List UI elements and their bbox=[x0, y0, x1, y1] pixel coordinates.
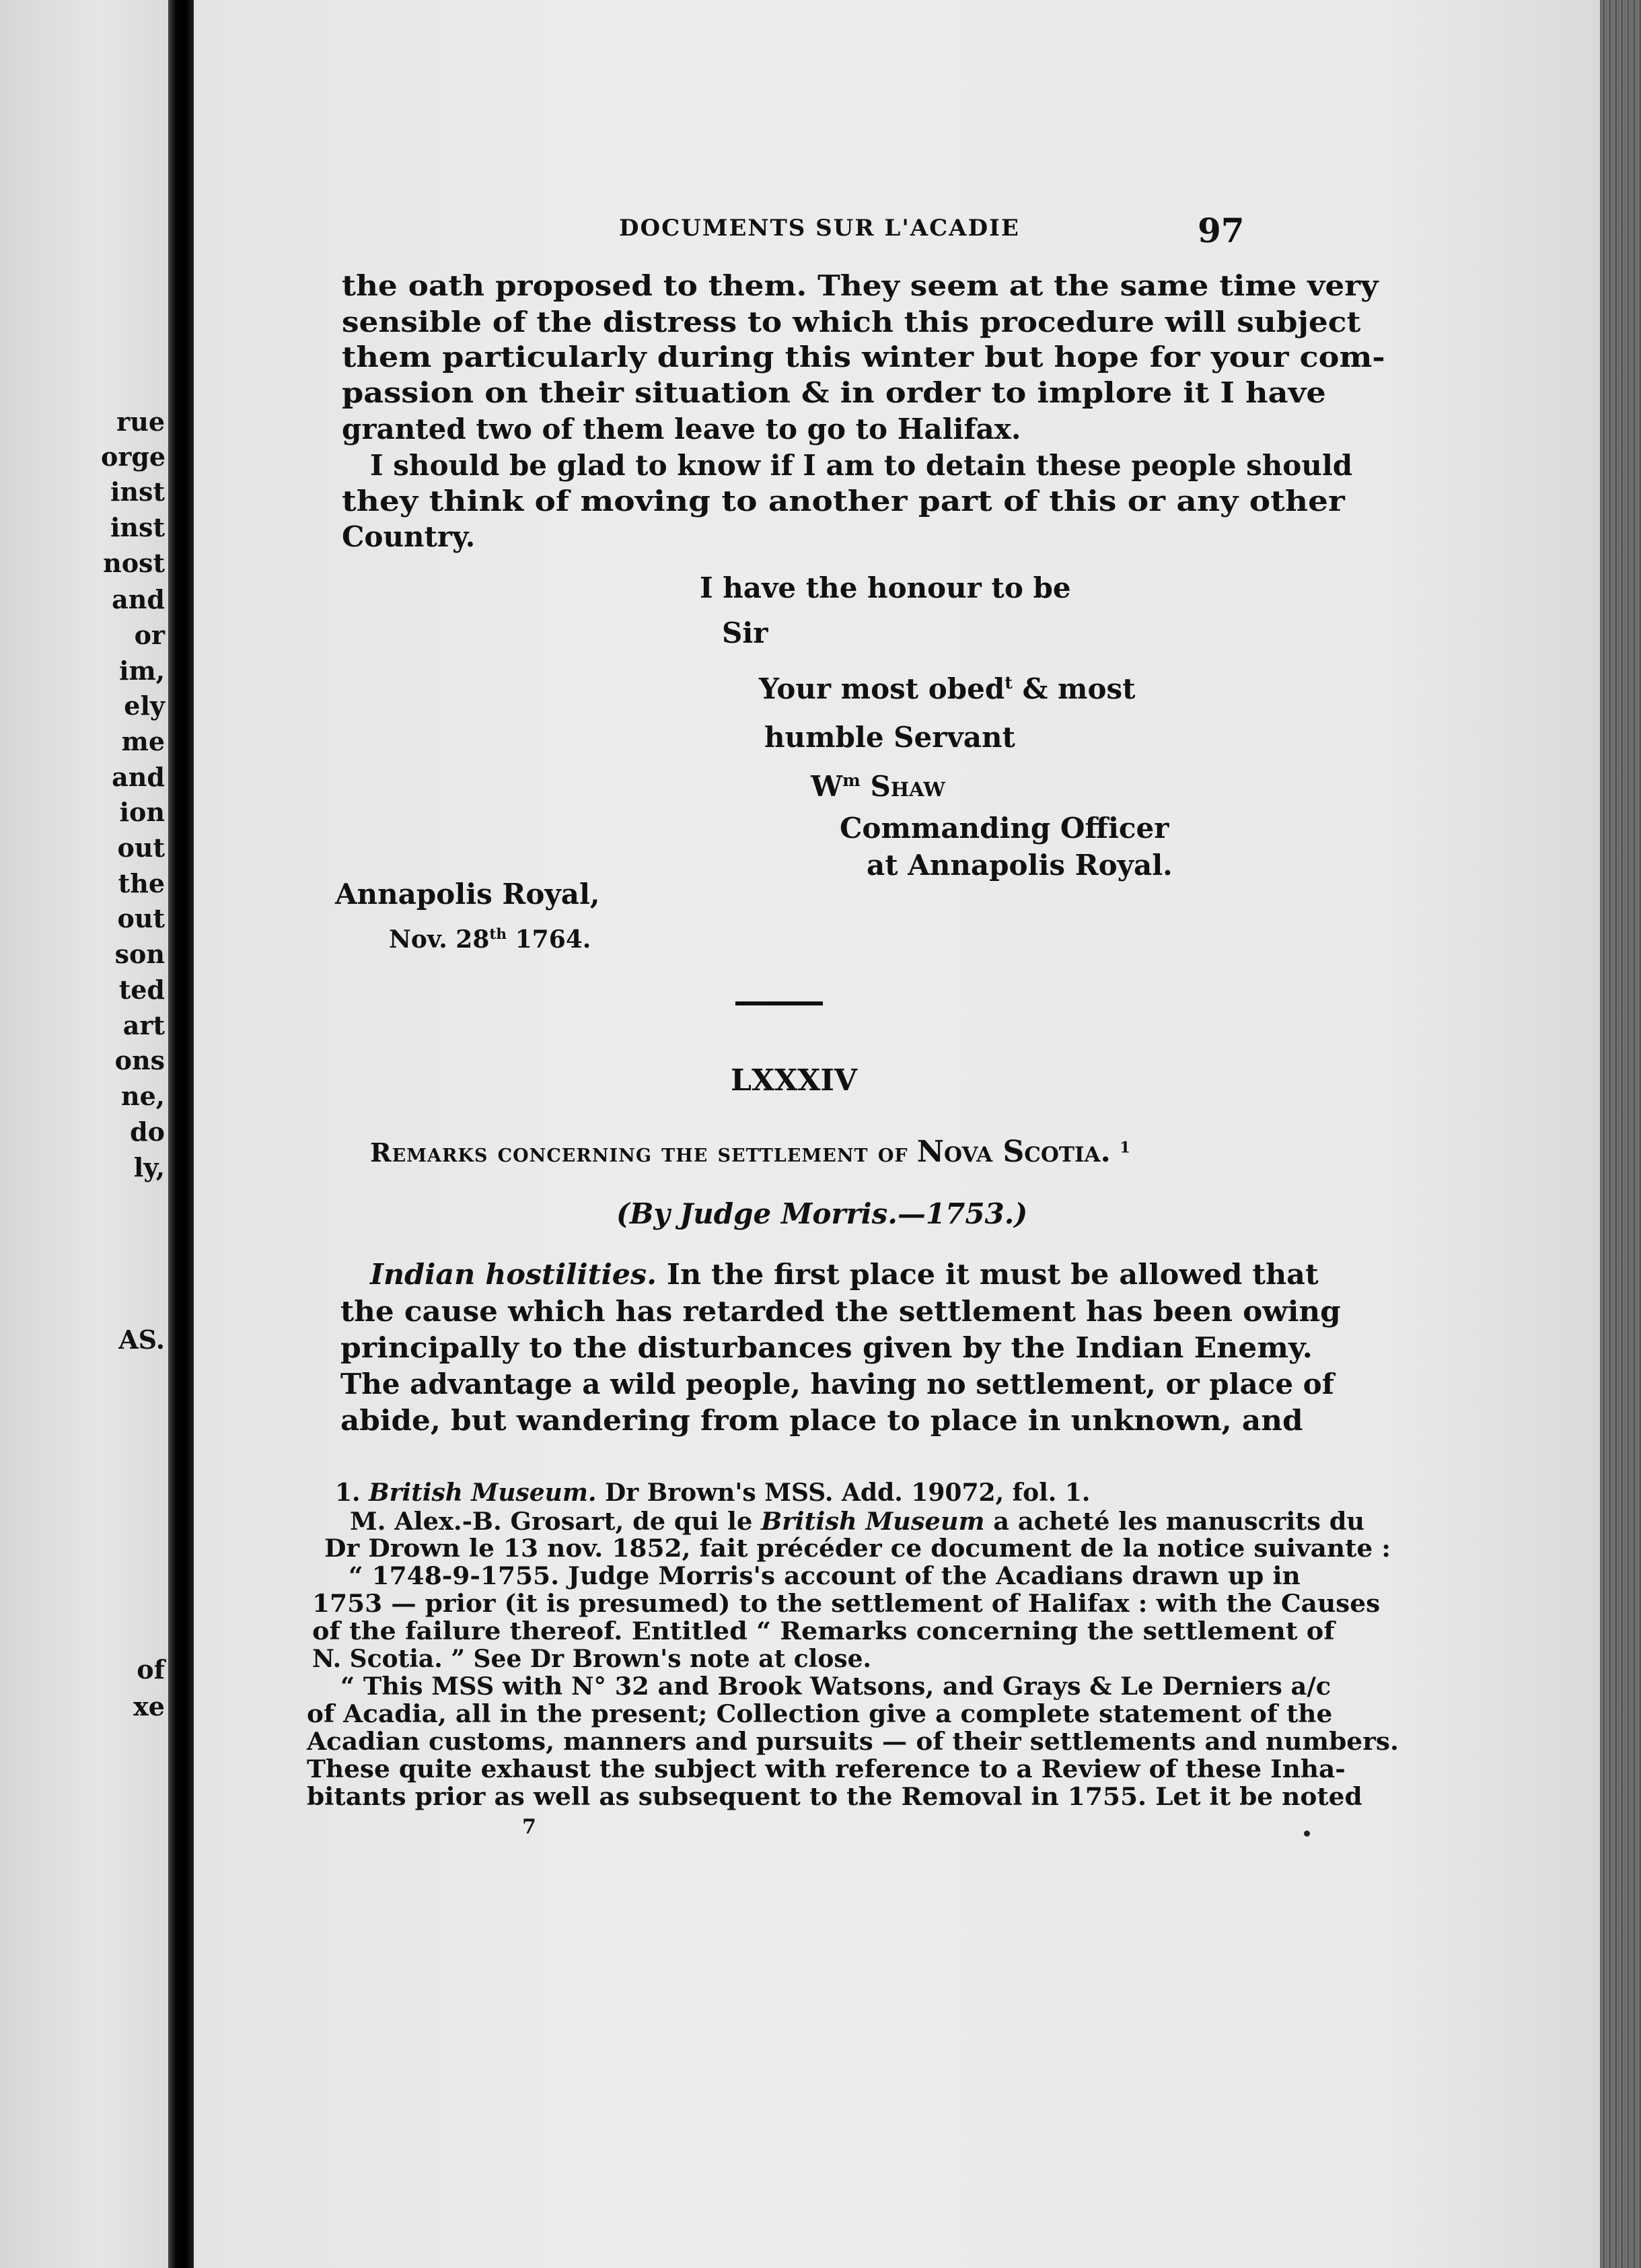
left-fragment: inst bbox=[110, 512, 165, 542]
letter-line: Country. bbox=[342, 520, 476, 553]
book-page bbox=[194, 0, 1600, 2268]
left-fragment: out bbox=[117, 832, 165, 863]
section-number: LXXXIV bbox=[731, 1063, 858, 1098]
left-fragment: ted bbox=[118, 974, 165, 1005]
letter-place: Annapolis Royal, bbox=[335, 878, 600, 911]
left-fragment: or bbox=[134, 620, 165, 650]
left-fragment: rue bbox=[116, 406, 165, 437]
letter-line: I should be glad to know if I am to detain these people should bbox=[370, 449, 1353, 482]
main-text-line: Indian hostilities. In the first place it must be allowed that bbox=[370, 1258, 1319, 1291]
letter-date: Nov. 28th 1764. bbox=[389, 925, 591, 954]
footnote-line: Dr Drown le 13 nov. 1852, fait précéder ce document de la notice suivante : bbox=[324, 1534, 1391, 1563]
letter-line: the oath proposed to them. They seem at the same time very bbox=[342, 269, 1379, 302]
footnote-line: These quite exhaust the subject with reference to a Review of these Inha- bbox=[307, 1755, 1346, 1783]
left-fragment: art bbox=[122, 1010, 165, 1040]
left-fragment: orge bbox=[101, 441, 166, 472]
left-fragment: im, bbox=[119, 655, 165, 686]
left-fragment: do bbox=[130, 1117, 165, 1147]
letter-line: sensible of the distress to which this procedure will subject bbox=[342, 306, 1361, 339]
left-fragment: the bbox=[118, 868, 165, 898]
footnote-line: 1. British Museum. Dr Brown's MSS. Add. 19072, fol. 1. bbox=[335, 1479, 1091, 1507]
book-gutter bbox=[168, 0, 194, 2268]
signature-mark: 7 bbox=[522, 1815, 536, 1839]
left-fragment: inst bbox=[110, 476, 165, 507]
footnote-line: “ This MSS with N° 32 and Brook Watsons, and Grays & Le Derniers a/c bbox=[340, 1672, 1332, 1701]
page-edges bbox=[1600, 0, 1641, 2268]
closing-salutation: Sir bbox=[722, 616, 768, 649]
footnote-line: Acadian customs, manners and pursuits — of their settlements and numbers. bbox=[307, 1728, 1399, 1756]
section-title: Remarks concerning the settlement of Nova Scotia. $^1$ bbox=[370, 1135, 1130, 1169]
left-fragment: xe bbox=[133, 1691, 165, 1722]
footnote-line: bitants prior as well as subsequent to the Removal in 1755. Let it be noted bbox=[307, 1783, 1362, 1811]
left-fragment: son bbox=[114, 939, 165, 969]
ink-dot bbox=[1304, 1831, 1310, 1837]
footnote-line: 1753 — prior (it is presumed) to the settlement of Halifax : with the Causes bbox=[312, 1590, 1381, 1618]
left-fragment: and bbox=[112, 762, 165, 792]
left-fragment: of bbox=[137, 1654, 165, 1685]
footnote-line: “ 1748-9-1755. Judge Morris's account of the Acadians drawn up in bbox=[349, 1562, 1301, 1590]
left-fragment: ons bbox=[114, 1045, 165, 1075]
left-fragment: me bbox=[121, 726, 165, 756]
footnote-line: M. Alex.-B. Grosart, de qui le British Museum a acheté les manuscrits du bbox=[350, 1508, 1365, 1536]
main-text-line: the cause which has retarded the settlement has been owing bbox=[340, 1295, 1341, 1328]
left-fragment: ion bbox=[119, 797, 165, 827]
footnote-line: N. Scotia. ” See Dr Brown's note at close. bbox=[312, 1645, 872, 1673]
main-text-line: principally to the disturbances given by the Indian Enemy. bbox=[340, 1331, 1313, 1364]
letter-line: granted two of them leave to go to Halifax. bbox=[342, 413, 1021, 446]
footnote-line: of the failure thereof. Entitled “ Remarks concerning the settlement of bbox=[312, 1617, 1335, 1645]
letter-line: they think of moving to another part of this or any other bbox=[342, 485, 1345, 518]
closing-line: Your most obed$^t$ & most bbox=[759, 672, 1136, 705]
signatory-title: Commanding Officer bbox=[840, 812, 1169, 845]
signature: $W^m$ Shaw bbox=[811, 770, 945, 803]
left-fragment: AS. bbox=[118, 1324, 165, 1355]
signatory-title: at Annapolis Royal. bbox=[867, 849, 1173, 882]
left-fragment: nost bbox=[103, 548, 165, 578]
page-number: 97 bbox=[1198, 211, 1245, 250]
section-rule bbox=[735, 1001, 823, 1005]
main-text-line: The advantage a wild people, having no settlement, or place of bbox=[340, 1368, 1334, 1401]
section-byline: (By Judge Morris.—1753.) bbox=[616, 1197, 1028, 1230]
left-fragment: ly, bbox=[133, 1152, 165, 1182]
letter-line: passion on their situation & in order to implore it I have bbox=[342, 376, 1326, 409]
left-fragment: ne, bbox=[120, 1081, 165, 1111]
closing-line: humble Servant bbox=[764, 721, 1015, 754]
main-text-line: abide, but wandering from place to place in unknown, and bbox=[340, 1404, 1303, 1437]
letter-line: them particularly during this winter but hope for your com- bbox=[342, 341, 1385, 374]
left-fragment: out bbox=[117, 903, 165, 933]
left-fragment: and bbox=[112, 584, 165, 614]
closing-line: I have the honour to be bbox=[700, 571, 1071, 604]
left-fragment: ely bbox=[124, 690, 165, 721]
footnote-line: of Acadia, all in the present; Collection give a complete statement of the bbox=[307, 1700, 1333, 1728]
running-title: DOCUMENTS SUR L'ACADIE bbox=[619, 215, 1020, 242]
